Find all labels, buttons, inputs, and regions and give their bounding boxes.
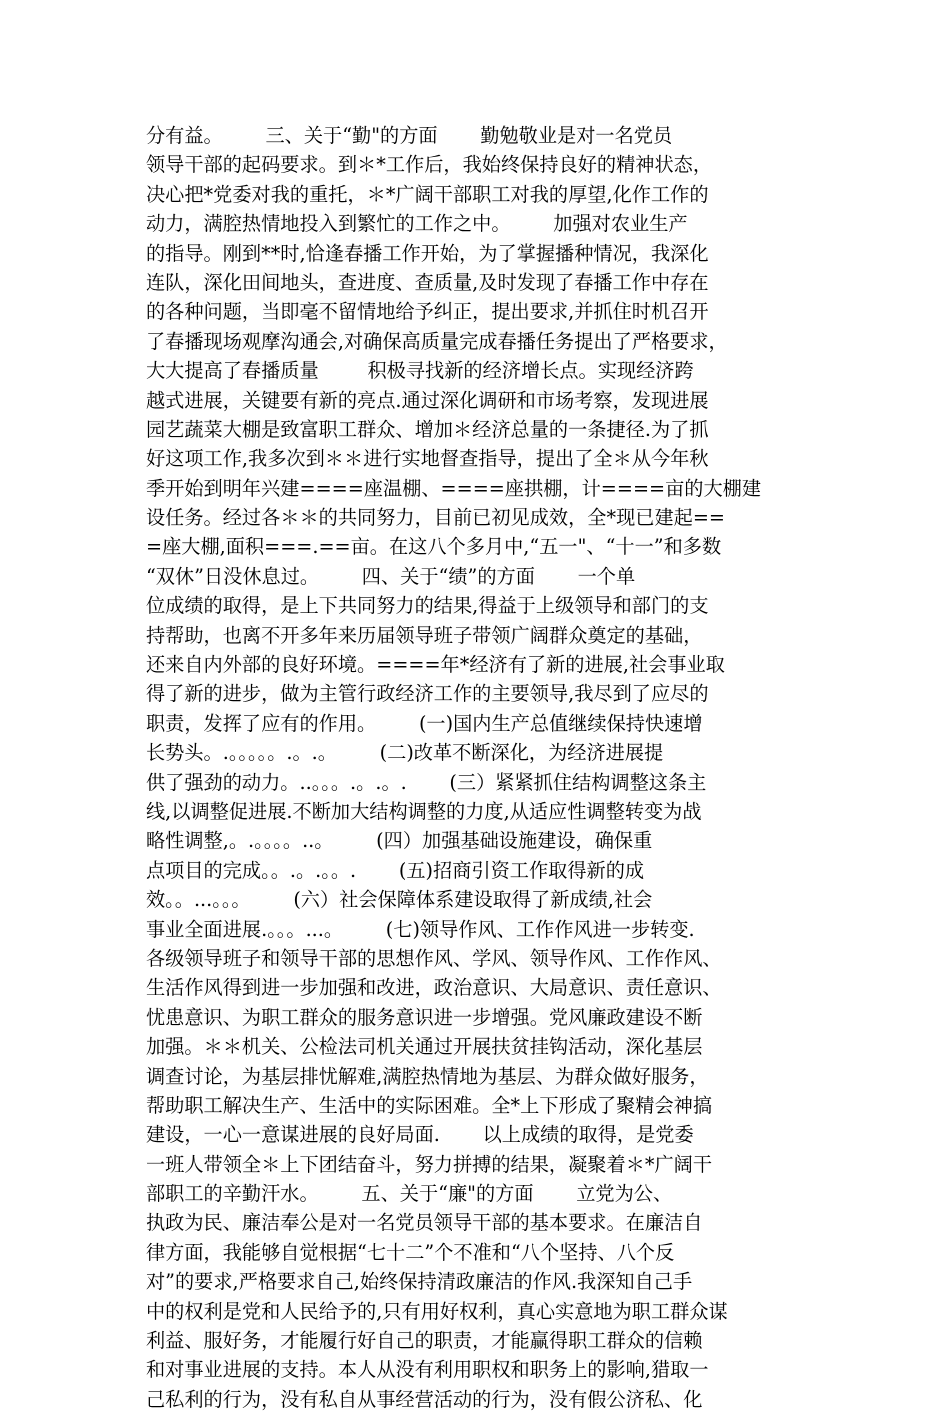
text-line: 设任务。经过各＊＊的共同努力，目前已初见成效，全*现已建起== (146, 506, 725, 530)
text-line: 园艺蔬菜大棚是致富职工群众、增加＊经济总量的一条捷径.为了抓 (146, 417, 709, 441)
text-line: 连队，深化田间地头，查进度、查质量,及时发现了春播工作中存在 (146, 270, 709, 294)
text-line: 一班人带领全＊上下团结奋斗，努力拼搏的结果，凝聚着＊*广阔干 (146, 1152, 713, 1176)
text-line: 还来自内外部的良好环境。====年*经济有了新的进展,社会事业取 (146, 653, 725, 677)
text-line: 线,以调整促进展.不断加大结构调整的力度,从适应性调整转变为战 (146, 799, 702, 823)
text-line: 的指导。刚到**时,恰逢春播工作开始，为了掌握播种情况，我深化 (146, 241, 709, 265)
text-line: 建设，一心一意谋进展的良好局面. 以上成绩的取得，是党委 (146, 1123, 694, 1147)
text-line: 利益、服好务，才能履行好自己的职责，才能赢得职工群众的信赖 (146, 1329, 703, 1353)
text-line: 生活作风得到进一步加强和改进，政治意识、大局意识、责任意识、 (146, 976, 722, 1000)
text-line: 职责，发挥了应有的作用。 (一)国内生产总值继续保持快速增 (146, 711, 703, 735)
text-line: 长势头。.。。。。。.。.。 (二)改革不断深化，为经济进展提 (146, 741, 664, 765)
text-line: “双休”日没休息过。 四、关于“绩”的方面 一个单 (146, 564, 636, 588)
text-line: 和对事业进展的支持。本人从没有利用职权和职务上的影响,猎取一 (146, 1358, 709, 1382)
text-line: 各级领导班子和领导干部的思想作风、学风、领导作风、工作作风、 (146, 946, 722, 970)
text-line: 对”的要求,严格要求自己,始终保持清政廉洁的作风.我深知自己手 (146, 1270, 693, 1294)
text-line: 了春播现场观摩沟通会,对确保高质量完成春播任务提出了严格要求， (146, 329, 728, 353)
text-line: 动力，满腔热情地投入到繁忙的工作之中。 加强对农业生产 (146, 212, 688, 236)
text-line: 加强。＊＊机关、公检法司机关通过开展扶贫挂钩活动，深化基层 (146, 1035, 703, 1059)
text-line: 的各种问题，当即毫不留情地给予纠正，提出要求,并抓住时机召开 (146, 300, 709, 324)
text-line: 大大提高了春播质量 积极寻找新的经济增长点。实现经济跨 (146, 359, 694, 383)
text-line: 供了强劲的动力。..。。。.。.。. (三）紧紧抓住结构调整这条主 (146, 770, 707, 794)
text-line: 律方面，我能够自觉根据“七十二”个不准和“八个坚持、八个反 (146, 1240, 675, 1264)
text-line: 执政为民、廉洁奉公是对一名党员领导干部的基本要求。在廉洁自 (146, 1211, 703, 1235)
text-line: 事业全面进展.。。。...。 (七)领导作风、工作作风进一步转变. (146, 917, 695, 941)
text-line: 调查讨论，为基层排忧解难,满腔热情地为基层、为群众做好服务， (146, 1064, 709, 1088)
text-line: 效。。...。。。 (六）社会保障体系建设取得了新成绩,社会 (146, 888, 653, 912)
text-line: 决心把*党委对我的重托，＊*广阔干部职工对我的厚望,化作工作的 (146, 182, 709, 206)
text-line: 好这项工作,我多次到＊＊进行实地督查指导，提出了全＊从今年秋 (146, 447, 709, 471)
text-line: 分有益。 三、关于“勤"的方面 勤勉敬业是对一名党员 (146, 124, 673, 147)
text-line: 持帮助，也离不开多年来历届领导班子带领广阔群众奠定的基础， (146, 623, 703, 647)
text-line: 帮助职工解决生产、生活中的实际困难。全*上下形成了聚精会神搞 (146, 1093, 713, 1117)
text-line: 领导干部的起码要求。到＊*工作后，我始终保持良好的精神状态， (146, 153, 713, 177)
text-line: 中的权利是党和人民给予的,只有用好权利，真心实意地为职工群众谋 (146, 1299, 728, 1323)
text-line: 季开始到明年兴建====座温棚、====座拱棚，计====亩的大棚建 (146, 476, 762, 500)
text-line: 点项目的完成。。.。.。。. (五)招商引资工作取得新的成 (146, 858, 645, 882)
text-line: 己私利的行为，没有私自从事经营活动的行为，没有假公济私、化 (146, 1387, 703, 1411)
text-line: 忧患意识、为职工群众的服务意识进一步增强。党风廉政建设不断 (146, 1005, 703, 1029)
text-line: 略性调整,。.。。。。..。 (四）加强基础设施建设，确保重 (146, 829, 653, 853)
text-line: 得了新的进步，做为主管行政经济工作的主要领导,我尽到了应尽的 (146, 682, 709, 706)
text-line: 位成绩的取得，是上下共同努力的结果,得益于上级领导和部门的支 (146, 594, 709, 618)
text-line: 越式进展，关键要有新的亮点.通过深化调研和市场考察，发现进展 (146, 388, 709, 412)
text-line: 部职工的辛勤汗水。 五、关于“廉"的方面 立党为公、 (146, 1182, 673, 1206)
body-text (146, 121, 816, 1414)
text-line: =座大棚,面积===.==亩。在这八个多月中,“五一"、“十一”和多数 (146, 535, 722, 559)
